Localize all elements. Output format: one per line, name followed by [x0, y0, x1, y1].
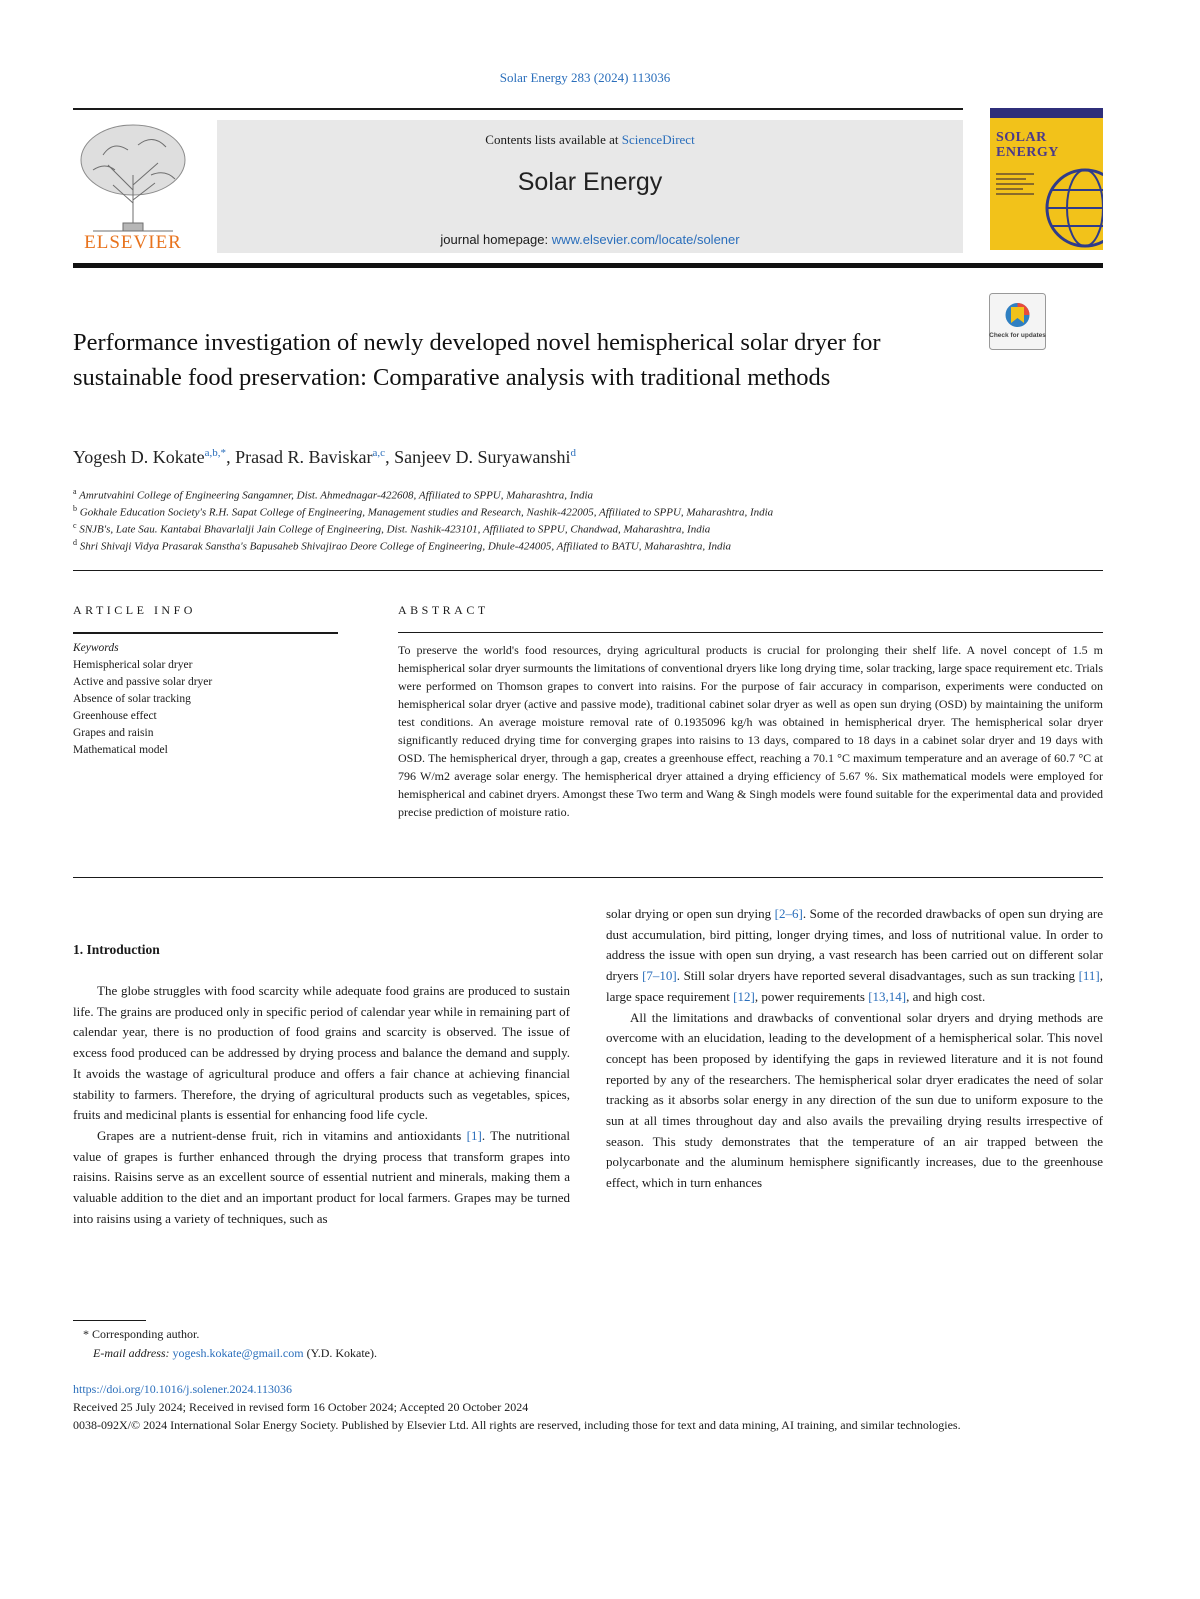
article-info-heading: ARTICLE INFO [73, 603, 196, 617]
abstract-text: To preserve the world's food resources, drying agricultural products is crucial for prolonging their shelf life. A novel concept of 1.5 m hemispherical solar dryer surmounts the limitations of conventional dryers like long drying time, solar tracking, large space requirement etc. Trials were performed on Thomson grapes to convert into raisins. For the purpose of fair accuracy in comparison, experiments were conducted on hemispherical solar dryer (active and passive mode), traditional cabinet solar dryer as well as open sun drying (OSD) by maintaining the uniform test conditions. An average moisture removal rate of 0.1935096 kg/h was obtained in hemispherical dryer. The hemispherical solar dryer significantly reduced drying time for converging grapes into raisins to 13 days, compared to 18 days in a cabinet solar dryer and 19 days with OSD. The hemispherical dryer, through a gap, creates a greenhouse effect, reaching a 70.1 °C maximum temperature and an average of 60.7 °C at 796 W/m2 average solar energy. The hemispherical dryer attained a drying efficiency of 5.67 %. Six mathematical models were employed for hemispherical and cabinet dryers. Amongst these Two term and Wang & Singh models were found suitable for the experimental data and provided precise prediction of moisture ratio. [398, 643, 1103, 819]
check-for-updates-badge[interactable] [989, 293, 1046, 350]
author-name[interactable]: Yogesh D. Kokate [73, 447, 205, 467]
footnote-rule [73, 1320, 146, 1321]
affiliation-mark: b [73, 504, 77, 513]
affiliation-text: Shri Shivaji Vidya Prasarak Sanstha's Bapusaheb Shivajirao Deore College of Engineering, Dhule-424005, Affiliated to BATU, Maharashtra, India [79, 540, 732, 553]
header-bottom-rule [73, 263, 1103, 268]
affiliation [73, 521, 710, 536]
svg-text:ELSEVIER: ELSEVIER [84, 232, 182, 253]
author-superscript[interactable]: d [570, 447, 577, 459]
contents-prefix: Contents lists available at [485, 132, 619, 147]
affiliation-mark: d [73, 538, 77, 547]
left-column [73, 981, 570, 1229]
svg-text:Check for updates: Check for updates [989, 332, 1046, 339]
keyword-item: Active and passive solar dryer [73, 676, 213, 688]
author-name[interactable]: Prasad R. Baviskar [235, 447, 373, 467]
check-updates-icon [989, 293, 1046, 350]
contents-availability [217, 132, 963, 148]
journal-banner [217, 120, 963, 253]
abstract-heading: ABSTRACT [398, 603, 489, 617]
keyword-item: Greenhouse effect [73, 710, 157, 722]
affiliation [73, 538, 731, 553]
footnote [73, 1325, 377, 1363]
intro-paragraph: The globe struggles with food scarcity while adequate food grains are produced to sustain life. The grains are produced only in specific period of calendar year while in remaining part of calendar year, there is no production of food grains and scarcity is observed. The issue of excess food produced can be addressed by drying process and balance the demand and supply. It avoids the wastage of agricultural produce and offers a fair chance at achieving financial stability to farmers. Therefore, the drying of agricultural products such as vegetables, spices, fruits and medicinal plants is essential for enhancing food life cycle. [73, 983, 570, 1123]
journal-cover [990, 108, 1103, 250]
publication-info [73, 1380, 1103, 1434]
globe-icon [1030, 163, 1103, 250]
corresponding-author-note: * Corresponding author. [83, 1327, 200, 1341]
paragraph-text: . Still solar dryers have reported several disadvantages, such as sun tracking [676, 968, 1079, 984]
keyword-item: Absence of solar tracking [73, 693, 191, 705]
email-label: E-mail address: [93, 1346, 170, 1360]
paragraph-text: . Some of the recorded drawbacks of open sun drying are dust accumulation, bird pitting, longer drying times, and loss of nutritional value. In order to address the issue with open sun drying, a vast research has been carried out on different solar dryers [606, 906, 1103, 984]
author-separator: , [226, 447, 236, 467]
author-superscript[interactable]: a,b,* [204, 447, 227, 459]
homepage-link[interactable]: www.elsevier.com/locate/solener [551, 232, 740, 247]
right-column [606, 904, 1103, 1194]
reference-link[interactable]: [12] [733, 988, 755, 1004]
affiliation-text: Amrutvahini College of Engineering Sangamner, Dist. Ahmednagar-422608, Affiliated to SPPU, Maharashtra, India [79, 489, 594, 502]
affiliation-text: SNJB's, Late Sau. Kantabai Bhavarlalji Jain College of Engineering, Dist. Nashik-423101, Affiliated to SPPU, Chandwad, Maharashtra, India [79, 523, 711, 536]
keyword-item: Grapes and raisin [73, 727, 154, 739]
cover-title [996, 130, 1059, 160]
doi-link[interactable]: https://doi.org/10.1016/j.solener.2024.113036 [73, 1382, 292, 1396]
cover-title-line1: SOLAR [996, 130, 1047, 145]
author-name[interactable]: Sanjeev D. Suryawanshi [394, 447, 571, 467]
reference-link[interactable]: [1] [466, 1127, 482, 1143]
author-separator: , [385, 447, 395, 467]
affiliation-mark: a [73, 487, 77, 496]
cover-text-block [996, 170, 1034, 220]
author-list [73, 447, 576, 468]
affiliation [73, 504, 773, 519]
keyword-item: Hemispherical solar dryer [73, 659, 193, 671]
elsevier-logo [73, 115, 193, 255]
copyright-notice: 0038-092X/© 2024 International Solar Energy Society. Published by Elsevier Ltd. All rights are reserved, including those for text and data mining, AI training, and similar technologies. [73, 1418, 961, 1432]
intro-paragraph [73, 1126, 570, 1230]
affiliation-text: Gokhale Education Society's R.H. Sapat College of Engineering, Management studies and Research, Nashik-422005, Affiliated to SPPU, Maharashtra, India [79, 506, 774, 519]
article-title: Performance investigation of newly developed novel hemispherical solar dryer for sustainable food preservation: Comparative analysis with traditional methods [73, 329, 881, 391]
reference-link[interactable]: [7–10] [642, 968, 677, 984]
elsevier-tree-icon [73, 115, 193, 255]
reference-link[interactable]: [2–6] [774, 906, 803, 921]
section-heading-introduction: 1. Introduction [73, 942, 160, 957]
journal-name: Solar Energy [517, 168, 663, 196]
paragraph-text: , power requirements [754, 988, 869, 1004]
keyword-item: Mathematical model [73, 744, 168, 756]
paragraph-text: Grapes are a nutrient-dense fruit, rich in vitamins and antioxidants [97, 1127, 467, 1143]
paragraph-text: solar drying or open sun drying [606, 906, 775, 921]
homepage-prefix: journal homepage: [440, 232, 549, 247]
email-suffix: (Y.D. Kokate). [303, 1346, 378, 1360]
affiliation-rule [73, 570, 1103, 571]
sciencedirect-link[interactable]: ScienceDirect [621, 132, 695, 147]
paragraph-text: . The nutritional value of grapes is further enhanced through the drying process that transform grapes into raisins. Raisins serve as an excellent source of essential nutrient and minerals, making them a valuable addition to the diet and an important product for local farmers. Grapes may be turned into raisins using a variety of techniques, such as [73, 1127, 570, 1226]
body-rule [73, 877, 1103, 878]
paragraph-text: , and high cost. [906, 988, 986, 1004]
article-info-rule [73, 632, 338, 634]
paragraph-text: , large space requirement [606, 968, 1103, 1004]
keywords-heading: Keywords [73, 642, 119, 654]
abstract-rule [398, 632, 1103, 633]
author-superscript[interactable]: a,c [372, 447, 386, 459]
reference-link[interactable]: [11] [1078, 968, 1100, 984]
email-link[interactable]: yogesh.kokate@gmail.com [172, 1346, 304, 1360]
reference-link[interactable]: [13,14] [868, 988, 907, 1004]
cover-title-line2: ENERGY [996, 145, 1059, 160]
journal-homepage [217, 232, 963, 247]
affiliation-mark: c [73, 521, 77, 530]
email-line [73, 1344, 377, 1363]
intro-paragraph: All the limitations and drawbacks of conventional solar dryers and drying methods are overcome with an elucidation, leading to the development of a hemispherical solar. This novel concept has been proposed by identifying the gaps in reviewed literature and it is not found reported by any of the researchers. The hemispherical solar dryer eradicates the need of solar tracking as it absorbs solar energy in any direction of the sun due to uniform exposure to the sun at all times throughout day and also avails the prevailing drying results irrespective of season. This study demonstrates that the temperature of an air trapped between the polycarbonate and the aluminum hemisphere significantly increases, due to the greenhouse effect, which in turn enhances [606, 1009, 1103, 1191]
cover-top-bar [990, 108, 1103, 118]
journal-citation[interactable]: Solar Energy 283 (2024) 113036 [499, 70, 671, 85]
intro-paragraph-continued [606, 904, 1103, 1008]
keywords-list [73, 657, 212, 759]
header-top-rule [73, 108, 963, 110]
affiliation [73, 487, 593, 502]
received-dates: Received 25 July 2024; Received in revised form 16 October 2024; Accepted 20 October 2024 [73, 1400, 529, 1414]
